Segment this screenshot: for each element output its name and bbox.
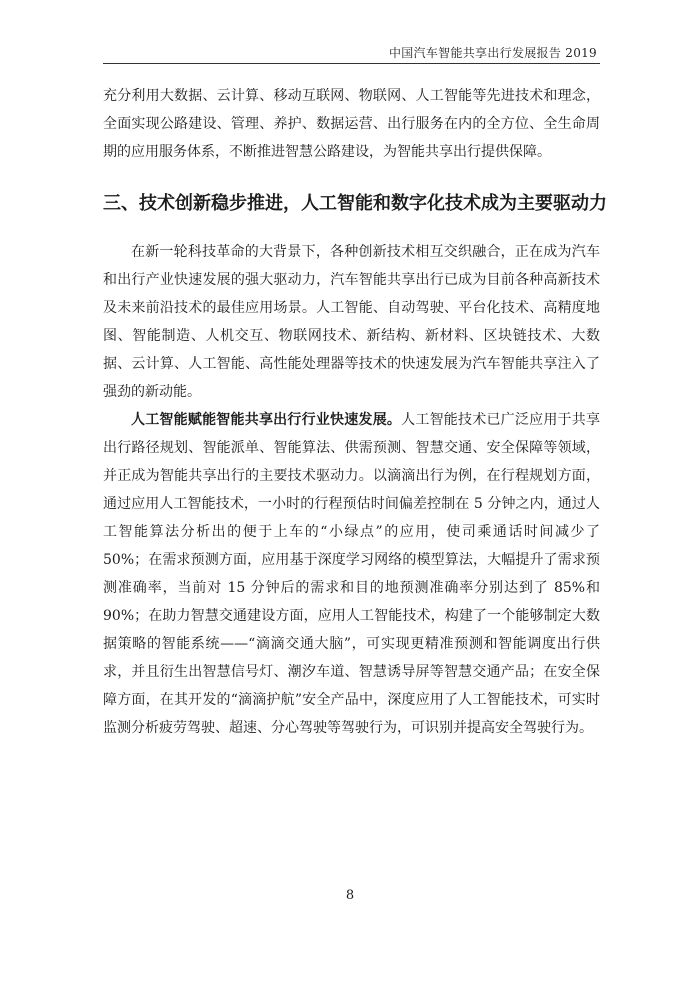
section-heading: 三、技术创新稳步推进，人工智能和数字化技术成为主要驱动力: [103, 193, 607, 214]
running-header: 中国汽车智能共享出行发展报告 2019: [388, 46, 597, 60]
body-paragraph-1: 在新一轮科技革命的大背景下，各种创新技术相互交织融合，正在成为汽车和出行产业快速发展的强大驱动力，汽车智能共享出行已成为目前各种高新技术及未来前沿技术的最佳应用场景。人工智能、自动驾驶、平台化技术、高精度地图、智能制造、人机交互、物联网技术、新结构、新材料、区块链技术、大数据、云计算、人工智能、高性能处理器等技术的快速发展为汽车智能共享注入了强劲的新动能。: [103, 244, 600, 400]
page-body: [103, 82, 607, 742]
body-paragraph-2: [103, 406, 600, 742]
paragraph-lead-sentence: 人工智能赋能智能共享出行行业快速发展。: [131, 412, 402, 428]
page-number: 8: [345, 888, 355, 903]
header-rule: [103, 63, 600, 64]
paragraph-body-text: 人工智能技术已广泛应用于共享出行路径规划、智能派单、智能算法、供需预测、智慧交通、安全保障等领域，并正成为智能共享出行的主要技术驱动力。以滴滴出行为例，在行程规划方面，通过应用人工智能技术，一小时的行程预估时间偏差控制在 5 分钟之内，通过人工智能算法分析出的便于上车的“小绿点”的应用，使司乘通话时间减少了 50%；在需求预测方面，应用基于深度学习网络的模型算法，大幅提升了需求预测准确率，当前对 15 分钟后的需求和目的地预测准确率分别达到了 85%和 90%；在助力智慧交通建设方面，应用人工智能技术，构建了一个能够制定大数据策略的智能系统——“滴滴交通大脑”，可实现更精准预测和智能调度出行供求，并且衍生出智慧信号灯、潮汐车道、智慧诱导屏等智慧交通产品；在安全保障方面，在其开发的“滴滴护航”安全产品中，深度应用了人工智能技术，可实时监测分析疲劳驾驶、超速、分心驾驶等驾驶行为，可识别并提高安全驾驶行为。: [103, 412, 600, 736]
continued-paragraph: 充分利用大数据、云计算、移动互联网、物联网、人工智能等先进技术和理念，全面实现公路建设、管理、养护、数据运营、出行服务在内的全方位、全生命周期的应用服务体系，不断推进智慧公路建设，为智能共享出行提供保障。: [103, 88, 600, 160]
